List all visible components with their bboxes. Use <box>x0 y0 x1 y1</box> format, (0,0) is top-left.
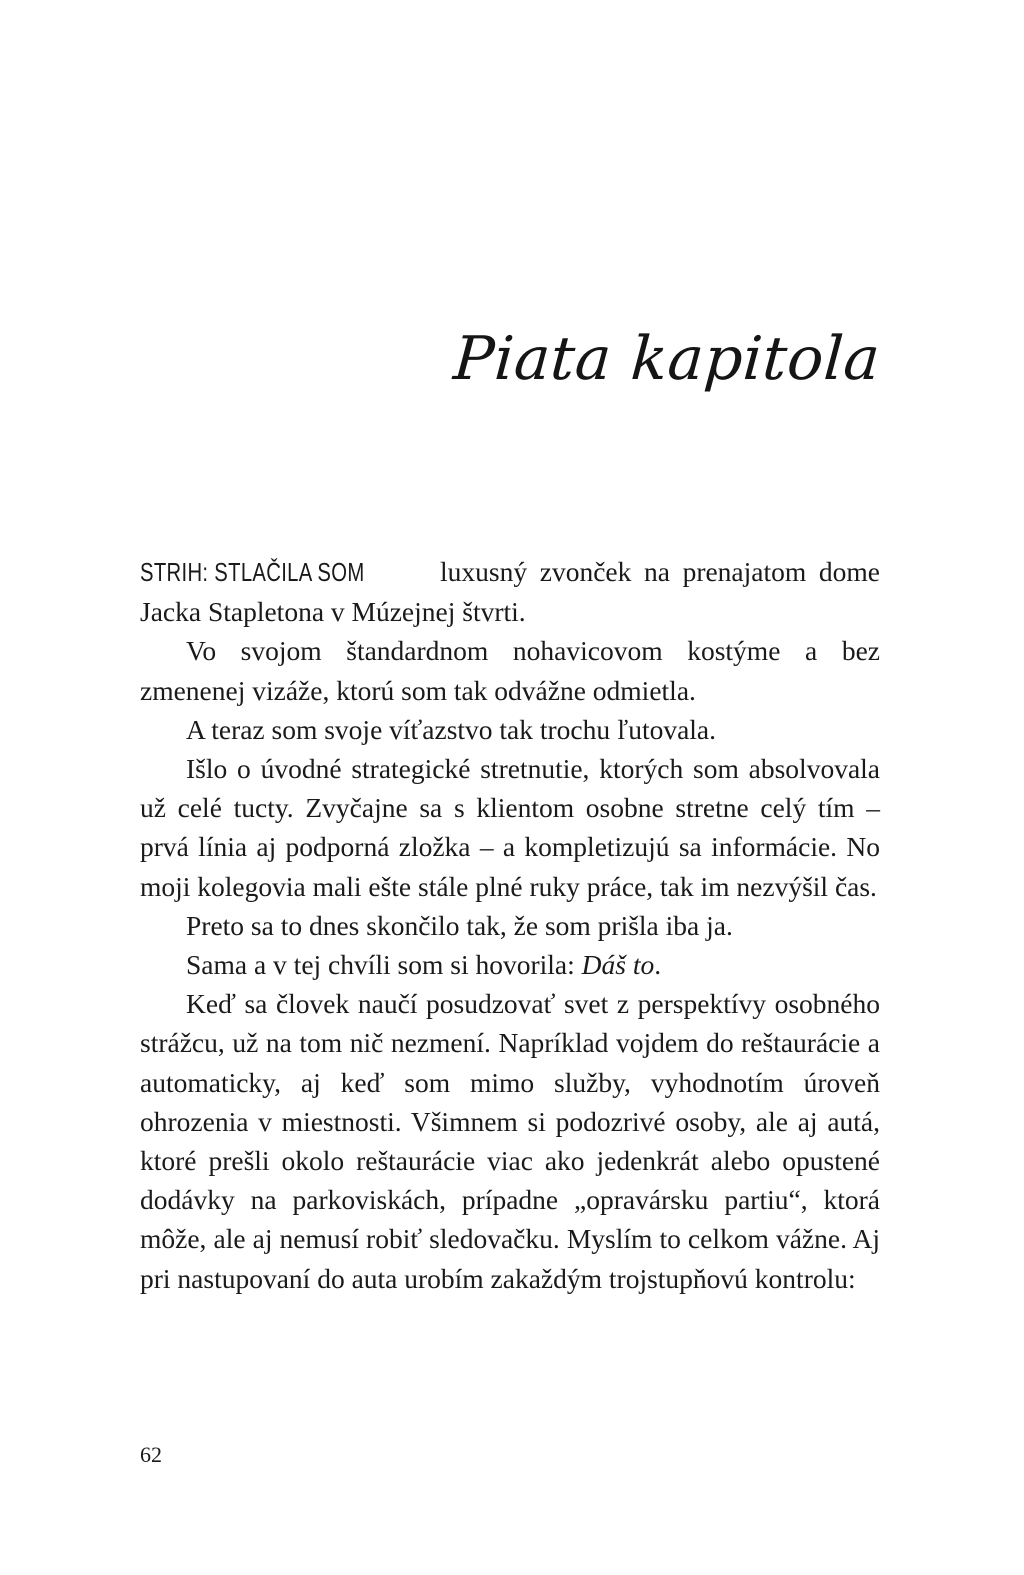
opening-smallcaps-lead: STRIH: STLAČILA SOM <box>140 557 365 587</box>
paragraph-opening <box>140 552 880 631</box>
body-text-block <box>140 552 880 1298</box>
paragraph-text: A teraz som svoje víťazstvo tak trochu ľutovala. <box>186 713 717 745</box>
page-number: 62 <box>140 1442 162 1467</box>
paragraph <box>140 631 880 709</box>
paragraph <box>140 906 880 945</box>
paragraph-text: Vo svojom štandardnom nohavicovom kostýme a bez zmenenej vizáže, ktorú som tak odvážne odmietla. <box>140 635 880 706</box>
paragraph-text-tail: . <box>654 949 662 981</box>
paragraph-text: Išlo o úvodné strategické stretnutie, ktorých som absolvovala už celé tucty. Zvyčajne sa s klientom osobne stretne celý tím – prvá línia aj podporná zložka – a kompletizujú sa informácie. No moji kolegovia mali ešte stále plné ruky práce, tak im nezvýšil čas. <box>140 753 880 902</box>
paragraph <box>140 984 880 1298</box>
paragraph-text: Keď sa človek naučí posudzovať svet z perspektívy osobného strážcu, už na tom nič nezmení. Napríklad vojdem do reštaurácie a automaticky, aj keď som mimo služby, vyhodnotím úroveň ohrozenia v miestnosti. Všimnem si podozrivé osoby, ale aj autá, ktoré prešli okolo reštaurácie viac ako jedenkrát alebo opustené dodávky na parkoviskách, prípadne „opravársku partiu“, ktorá môže, ale aj nemusí robiť sledovačku. Myslím to celkom vážne. Aj pri nastupovaní do auta urobím zakaždým trojstupňovú kontrolu: <box>140 988 880 1294</box>
paragraph-text: Preto sa to dnes skončilo tak, že som prišla iba ja. <box>186 909 733 941</box>
paragraph-text-lead: Sama a v tej chvíli som si hovorila: <box>186 949 582 981</box>
italic-phrase: Dáš to <box>581 949 655 981</box>
paragraph <box>140 749 880 906</box>
paragraph <box>140 710 880 749</box>
paragraph-text: luxusný zvonček na prenajatom dome Jacka Stapletona v Múzejnej štvrti. <box>140 556 880 628</box>
paragraph-with-italic <box>140 945 880 984</box>
chapter-title: Piata kapitola <box>451 324 883 394</box>
